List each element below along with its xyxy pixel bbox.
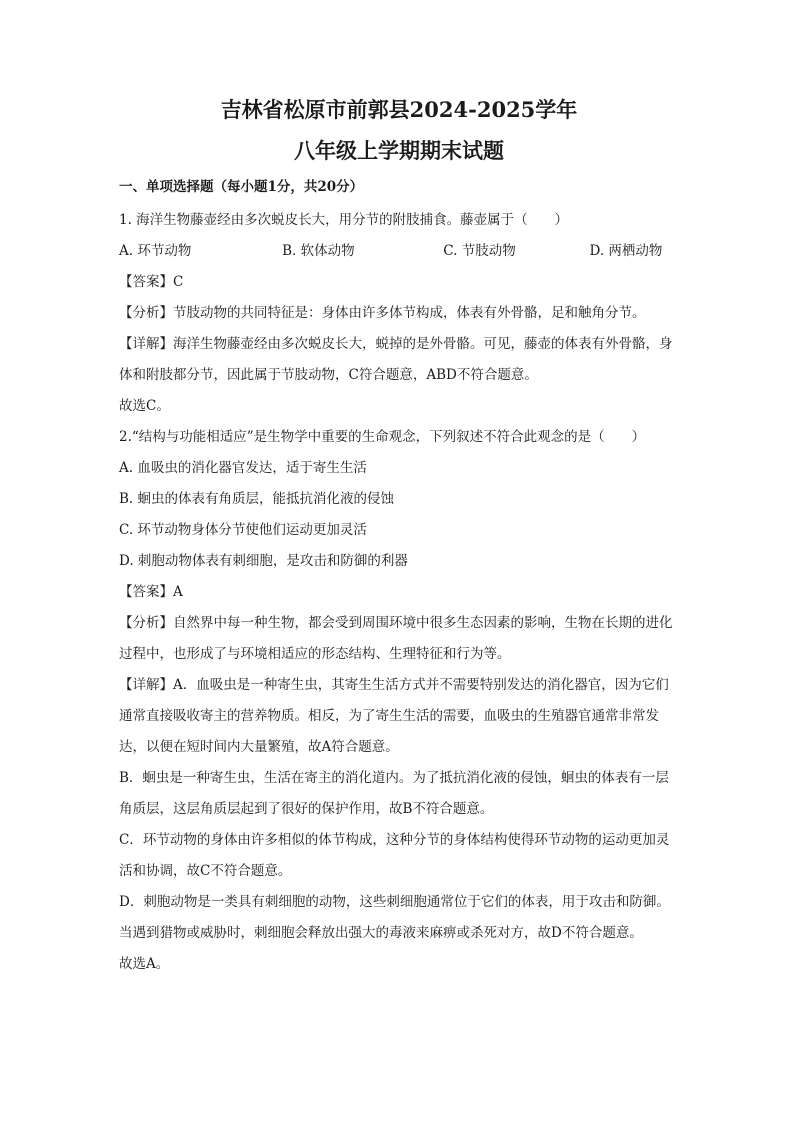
question-2-option-c: C. 环节动物身体分节使他们运动更加灵活 (119, 522, 367, 538)
question-1-option-d: D. 两栖动物 (589, 243, 663, 259)
question-1-option-b: B. 软体动物 (282, 243, 355, 259)
question-1-option-c: C. 节肢动物 (443, 243, 516, 259)
section-heading: 一、单项选择题（每小题1分，共20分） (119, 179, 364, 195)
question-1-analysis: 【分析】节肢动物的共同特征是：身体由许多体节构成，体表有外骨骼，足和触角分节。 (119, 305, 646, 321)
question-2-answer: 【答案】A (119, 584, 183, 600)
question-2-analysis: 【分析】自然界中每一种生物，都会受到周围环境中很多生态因素的影响，生物在长期的进化过程中，也形成了与环境相适应的形态结构、生理特征和行为等。 (119, 615, 673, 662)
title-line-2: 八年级上学期期末试题 (294, 138, 504, 163)
question-1 (119, 205, 679, 422)
question-2-option-b: B. 蛔虫的体表有角质层，能抵抗消化液的侵蚀 (119, 491, 395, 507)
title-line-1: 吉林省松原市前郭县2024-2025学年 (220, 97, 578, 122)
question-1-option-a: A. 环节动物 (119, 243, 192, 259)
question-1-answer: 【答案】C (119, 274, 184, 290)
question-2-option-d: D. 刺胞动物体表有刺细胞，是攻击和防御的利器 (119, 553, 408, 569)
question-2-detail-d: D．刺胞动物是一类具有刺细胞的动物，这些刺细胞通常位于它们的体表，用于攻击和防御。当遇到猎物或威胁时，刺细胞会释放出强大的毒液来麻痹或杀死对方，故D不符合题意。 (119, 894, 670, 941)
question-2-option-a: A. 血吸虫的消化器官发达，适于寄生生活 (119, 460, 367, 476)
question-1-stem: 1. 海洋生物藤壶经由多次蜕皮长大，用分节的附肢捕食。藤壶属于（ ） (119, 212, 569, 228)
question-2-stem: 2.“结构与功能相适应”是生物学中重要的生命观念，下列叙述不符合此观念的是（ ） (119, 429, 646, 445)
question-2-detail-c: C．环节动物的身体由许多相似的体节构成，这种分节的身体结构使得环节动物的运动更加灵活和协调，故C不符合题意。 (119, 832, 670, 879)
question-2-conclusion: 故选A。 (119, 956, 170, 972)
question-2-detail-b: B．蛔虫是一种寄生虫，生活在寄主的消化道内。为了抵抗消化液的侵蚀，蛔虫的体表有一层角质层，这层角质层起到了很好的保护作用，故B不符合题意。 (119, 770, 669, 817)
question-1-detail: 【详解】海洋生物藤壶经由多次蜕皮长大，蜕掉的是外骨骼。可见，藤壶的体表有外骨骼，身体和附肢都分节，因此属于节肢动物，C符合题意，ABD不符合题意。 (119, 336, 673, 383)
exam-page (119, 96, 679, 980)
question-2-detail-a: 【详解】A．血吸虫是一种寄生虫，其寄生生活方式并不需要特别发达的消化器官，因为它们通常直接吸收寄主的营养物质。相反，为了寄生生活的需要，血吸虫的生殖器官通常非常发达，以便在短时间内大量繁殖，故A符合题意。 (119, 677, 669, 755)
question-2 (119, 422, 679, 980)
question-1-options (119, 236, 679, 267)
question-1-conclusion: 故选C。 (119, 398, 170, 414)
